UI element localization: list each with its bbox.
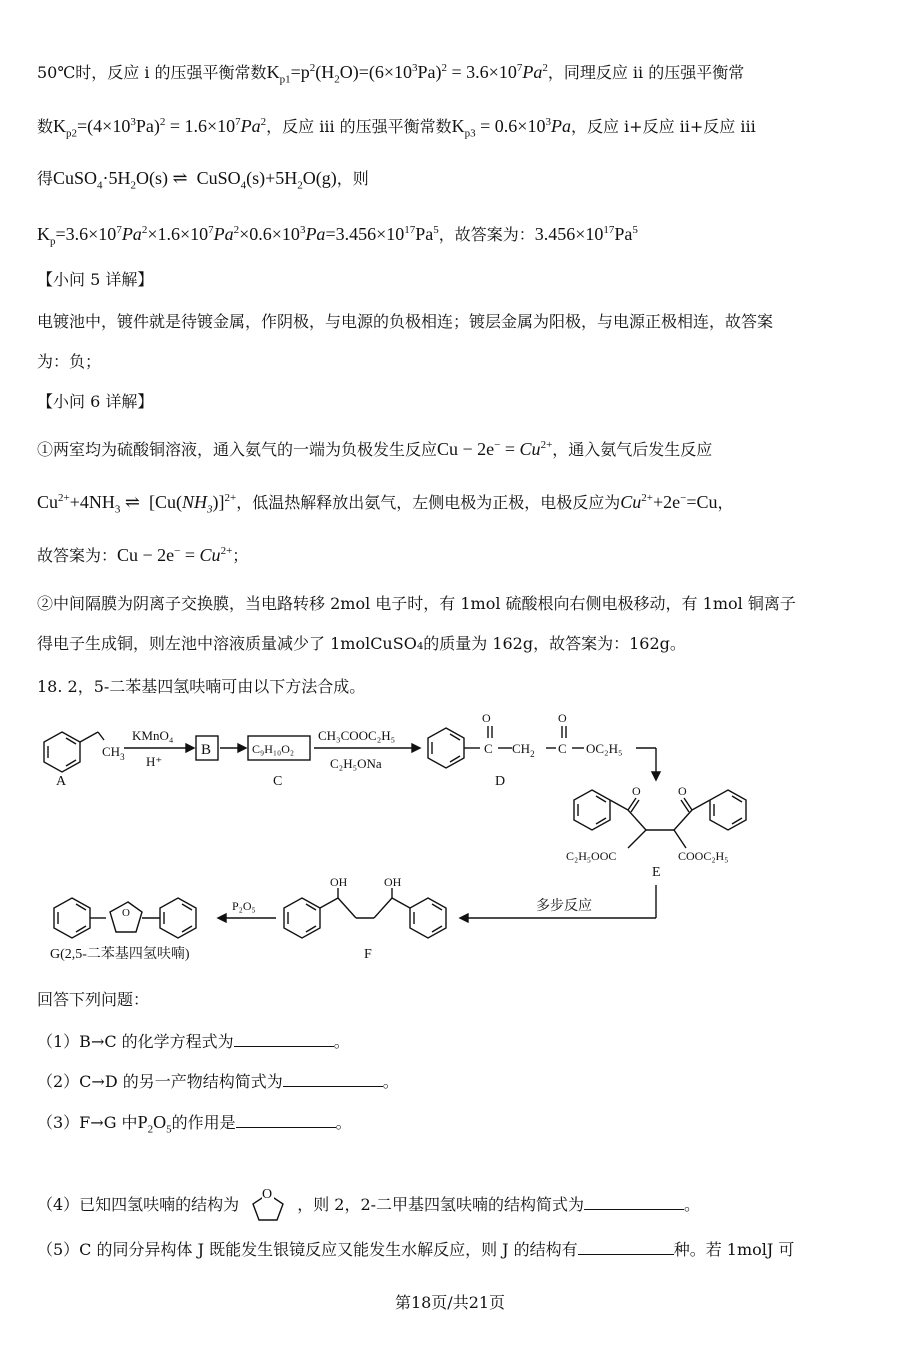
- q6-text-4: 故答案为：: [37, 546, 118, 565]
- svg-text:CH2: $CH_2$: [512, 741, 535, 759]
- answer-blank-5[interactable]: [578, 1240, 674, 1255]
- question-3-tail: 的作用是: [171, 1113, 236, 1132]
- answer-intro: 回答下列问题：: [37, 990, 150, 1009]
- q6-answer-equation: $Cu - 2e^- = Cu^{2+}$: [117, 545, 233, 565]
- label-e: E: [652, 865, 661, 880]
- question-5-tail: 种。若 1molJ 可: [673, 1240, 795, 1259]
- answer-blank-3[interactable]: [236, 1113, 336, 1128]
- period: 。: [382, 1072, 399, 1091]
- period: 。: [684, 1195, 701, 1214]
- question-1-text: （1）B→C 的化学方程式为: [37, 1032, 234, 1051]
- question-5: [37, 1238, 794, 1262]
- reagent-multistep: 多步反应: [536, 899, 592, 914]
- svg-text:C: C: [484, 741, 493, 756]
- kp2-line: [37, 114, 756, 139]
- kp-answer: $3.456\times 10^{17}Pa^5$: [534, 224, 638, 244]
- q6b-text-2: 得电子生成铜，则左池中溶液质量减少了 1molCuSO₄的质量为 162g，故答案为：162g。: [37, 634, 686, 653]
- label-g: G(2,5-二苯基四氢呋喃): [50, 947, 190, 962]
- label-f: F: [364, 947, 372, 962]
- q6b-text-1: ②中间隔膜为阴离子交换膜，当电路转移 2mol 电子时，有 1mol 硫酸根向右侧电极移动，有 1mol 铜离子: [37, 594, 796, 613]
- question-4: [37, 1178, 700, 1224]
- kp1-line: [37, 60, 744, 85]
- q6-text-2: ，通入氨气后发生反应: [552, 440, 713, 459]
- svg-text:C: C: [558, 741, 567, 756]
- synthesis-scheme: [0, 700, 900, 990]
- svg-text:OH: OH: [330, 875, 348, 889]
- para1-g: ，则: [336, 169, 369, 188]
- heading-q5: 【小问 5 详解】: [37, 270, 154, 289]
- para1-d: ，反应 iii 的压强平衡常数: [266, 117, 452, 136]
- label-d: D: [495, 774, 506, 789]
- para1-f: 得: [37, 169, 54, 188]
- p2o5-formula: $P_2O_5$: [137, 1112, 172, 1136]
- period: 。: [335, 1113, 352, 1132]
- para1-a: 50℃时，反应 i 的压强平衡常数: [37, 63, 267, 82]
- svg-text:O: O: [262, 1187, 273, 1202]
- kp-line: [37, 222, 638, 247]
- q6-line-2: $Cu^{2+}+4NH_3$ ⇌ $[Cu(NH_3)]^{2+}$，低温热解释放出氨气，左侧电极为正极，电极反应为$Cu^{2+}+2e^-=Cu$，: [37, 492, 734, 516]
- svg-text:O: O: [678, 784, 687, 798]
- para1-h: ，故答案为：: [438, 225, 535, 244]
- kp3-formula: $K_{p3} = 0.6\times 10^3Pa$: [451, 116, 571, 140]
- question-2: [37, 1070, 399, 1094]
- reagent-p2o5: P₂O₅: [232, 899, 256, 913]
- svg-text:OH: OH: [384, 875, 402, 889]
- thf-structure-icon: [239, 1178, 297, 1224]
- para1-e: ，反应 i+反应 ii+反应 iii: [570, 117, 756, 136]
- overall-reaction-line: [37, 166, 369, 191]
- box-c-formula: C₉H₁₀O₂: [252, 742, 295, 756]
- compound-f-structure: [284, 888, 446, 938]
- question-3: [37, 1110, 352, 1135]
- q6-text-3: ，低温热解释放出氨气，左侧电极为正极，电极反应为: [236, 493, 621, 512]
- box-b-label: B: [201, 742, 212, 758]
- kp-formula: $K_p=3.6\times 10^7Pa^2\times 1.6\times 10^7Pa^2\times 0.6\times 10^3Pa=3.456\times 10^{17}Pa^5$: [37, 224, 439, 248]
- q5-text-2: 为：负；: [37, 352, 102, 371]
- question-18-title: 18. 2，5-二苯基四氢呋喃可由以下方法合成。: [37, 677, 366, 696]
- svg-text:CH3: $CH_3$: [102, 744, 125, 762]
- reagent-kmno4: KMnO₄: [132, 728, 174, 743]
- complex-equation: $Cu^{2+}+4NH_3$ ⇌ $[Cu(NH_3)]^{2+}$: [37, 492, 237, 516]
- svg-text:O: O: [122, 907, 130, 919]
- kp1-formula: $K_{p1}=p^2(H_2O)=(6\times 10^3Pa)^2 = 3.6\times 10^7Pa^2$: [266, 62, 548, 86]
- svg-text:O: O: [482, 711, 491, 725]
- q6-line-3: 故答案为：$Cu - 2e^- = Cu^{2+}$；: [37, 545, 249, 565]
- para1-b: ，同理反应 ii 的压强平衡常: [547, 63, 745, 82]
- compound-a-structure: [44, 732, 104, 772]
- cathode-equation: $Cu^{2+}+2e^-=Cu$: [620, 492, 718, 512]
- overall-equation: $CuSO_4\cdot 5H_2O(s)$ ⇌ $CuSO_4(s)+5H_2O(g)$: [53, 168, 337, 192]
- e-left-ester: C₂H₅OOC: [566, 849, 617, 863]
- q6-text-1: ①两室均为硫酸铜溶液，通入氨气的一端为负极发生反应: [37, 440, 438, 459]
- compound-e-structure: [574, 790, 746, 848]
- q6-line-1: [37, 437, 712, 462]
- heading-q6: 【小问 6 详解】: [37, 392, 154, 411]
- question-1: [37, 1030, 350, 1054]
- d-ester-tail: OC₂H₅: [586, 741, 623, 756]
- page-footer: 第18页/共21页: [394, 1293, 506, 1312]
- period: 。: [333, 1032, 350, 1051]
- para1-c: 数: [37, 117, 54, 136]
- question-3-text: （3）F→G 中: [37, 1113, 138, 1132]
- svg-text:O: O: [558, 711, 567, 725]
- question-4-tail: ，则 2，2-二甲基四氢呋喃的结构简式为: [297, 1195, 585, 1214]
- anode-equation: $Cu - 2e^- = Cu^{2+}$: [437, 439, 553, 459]
- answer-blank-2[interactable]: [283, 1072, 383, 1087]
- label-c: C: [273, 774, 283, 789]
- question-2-text: （2）C→D 的另一产物结构简式为: [37, 1072, 283, 1091]
- question-5-text: （5）C 的同分异构体 J 既能发生银镜反应又能发生水解反应，则 J 的结构有: [37, 1240, 578, 1259]
- answer-blank-1[interactable]: [234, 1032, 334, 1047]
- reagent-naoet: C₂H₅ONa: [330, 756, 382, 771]
- svg-text:O: O: [632, 784, 641, 798]
- e-right-ester: COOC₂H₅: [678, 849, 729, 863]
- reagent-ethyl-acetate: CH₃COOC₂H₅: [318, 728, 396, 743]
- answer-blank-4[interactable]: [584, 1195, 684, 1210]
- question-4-text: （4）已知四氢呋喃的结构为: [37, 1195, 240, 1214]
- q5-text-1: 电镀池中，镀件就是待镀金属，作阴极，与电源的负极相连；镀层金属为阳极，与电源正极相连，故答案: [37, 312, 774, 331]
- kp2-formula: $K_{p2}=(4\times 10^3Pa)^2 = 1.6\times 10^7Pa^2$: [53, 116, 267, 140]
- label-a: A: [56, 774, 67, 789]
- reagent-h-plus: H⁺: [146, 754, 163, 769]
